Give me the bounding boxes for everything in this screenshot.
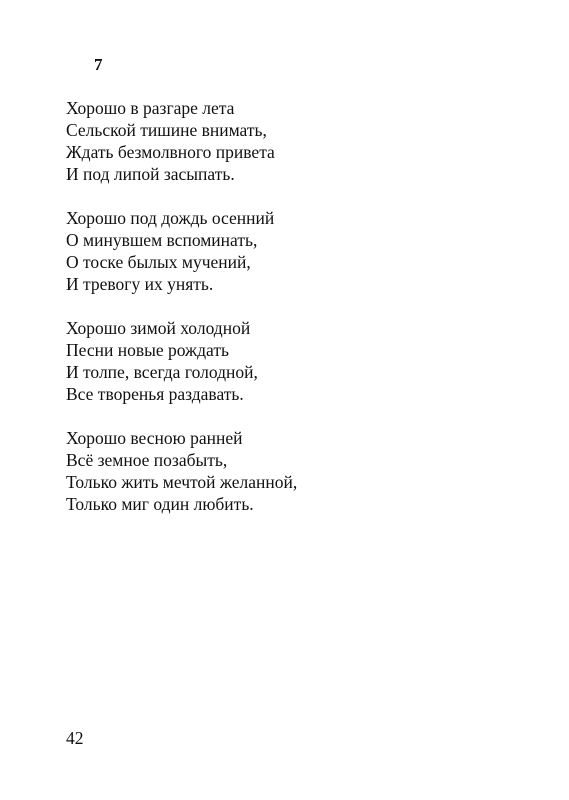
poem-line: О минувшем вспоминать, bbox=[66, 230, 258, 250]
poem-line: И под липой засыпать. bbox=[66, 164, 235, 184]
poem-line: Ждать безмолвного привета bbox=[66, 142, 275, 162]
poem-line: Сельской тишине внимать, bbox=[66, 120, 267, 140]
poem-line: Хорошо весною ранней bbox=[66, 428, 243, 448]
poem-line: Хорошо в разгаре лета bbox=[66, 98, 235, 118]
poem-line: Песни новые рождать bbox=[66, 340, 229, 360]
stanza-2 bbox=[66, 207, 546, 295]
stanza-3 bbox=[66, 317, 546, 405]
poem-line: О тоске былых мучений, bbox=[66, 252, 251, 272]
poem-line: Всё земное позабыть, bbox=[66, 450, 228, 470]
poem-line: Только миг один любить. bbox=[66, 494, 254, 514]
poem-line: И тревогу их унять. bbox=[66, 274, 214, 294]
poem-line: Хорошо под дождь осенний bbox=[66, 208, 275, 228]
poem-line: И толпе, всегда голодной, bbox=[66, 362, 258, 382]
poem-line: Только жить мечтой желанной, bbox=[66, 472, 298, 492]
poem-number: 7 bbox=[94, 55, 103, 74]
page-number: 42 bbox=[66, 728, 84, 748]
stanza-4 bbox=[66, 427, 546, 515]
poem-body bbox=[66, 97, 546, 537]
poem-line: Все творенья раздавать. bbox=[66, 384, 244, 404]
poem-line: Хорошо зимой холодной bbox=[66, 318, 251, 338]
stanza-1 bbox=[66, 97, 546, 185]
